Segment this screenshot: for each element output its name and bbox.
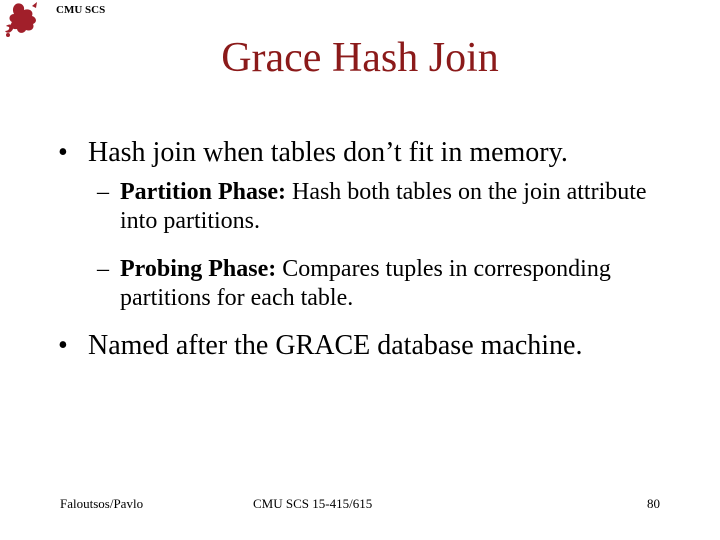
sub-bullet-label: Probing Phase: [120,256,277,282]
sub-bullet-text: Compares tuples in corresponding partitions for each table. [120,256,611,311]
sub-bullet-probing [97,255,677,313]
bullet-marker: • [58,330,68,361]
footer-course: CMU SCS 15-415/615 [253,496,373,511]
sub-bullet-partition [97,178,677,236]
sub-bullet-label: Partition Phase: [120,179,286,205]
slide-title: Grace Hash Join [221,35,499,81]
bullet-marker: • [58,137,68,168]
footer-page-number: 80 [647,496,660,511]
org-label: CMU SCS [56,4,106,16]
sub-bullet-text: Hash both tables on the join attribute into partitions. [120,179,647,234]
footer-authors: Faloutsos/Pavlo [60,496,144,511]
sub-bullet-marker: – [97,256,109,282]
bullet-text: Hash join when tables don’t fit in memory. [88,137,568,168]
bullet-text: Named after the GRACE database machine. [88,330,583,361]
sub-bullet-marker: – [97,179,109,205]
